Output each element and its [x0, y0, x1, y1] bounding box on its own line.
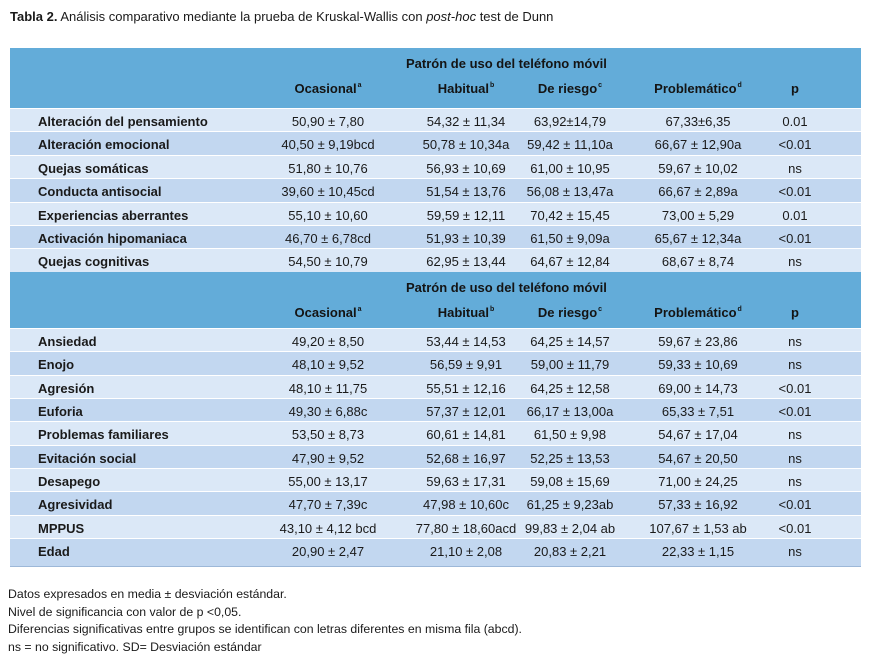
table-cell: 50,90 ± 7,80: [291, 114, 365, 129]
table-cell: 52,68 ± 16,97: [426, 450, 506, 466]
table-cell: 61,00 ± 10,95: [530, 160, 610, 176]
table-cell: <0.01: [778, 520, 812, 536]
table-cell: 47,98 ± 10,60c: [423, 497, 509, 513]
table-row: [10, 492, 861, 514]
column-header-superscript: b: [490, 82, 495, 89]
column-header-label: De riesgo: [537, 81, 598, 96]
table-cell: 20,83 ± 2,21: [533, 544, 607, 560]
table-cell: 55,10 ± 10,60: [288, 207, 368, 223]
comparison-table: [10, 48, 861, 567]
table-cell: 64,25 ± 12,58: [530, 380, 610, 396]
row-label: MPPUS: [38, 520, 85, 536]
table-cell: ns: [788, 254, 802, 270]
table-cell: 66,67 ± 12,90a: [654, 137, 742, 153]
row-label: Desapego: [38, 474, 101, 490]
table-cell: 51,80 ± 10,76: [288, 160, 368, 176]
table-cell: 54,32 ± 11,34: [426, 114, 506, 129]
row-label: Alteración del pensamiento: [38, 114, 208, 129]
row-label: Ansiedad: [38, 333, 97, 349]
table-cell: 54,67 ± 20,50: [658, 450, 738, 466]
group-header: Patrón de uso del teléfono móvil: [406, 279, 607, 295]
table-section-1: [10, 48, 861, 272]
row-label: Problemas familiares: [38, 427, 169, 443]
table-cell: 59,59 ± 12,11: [426, 207, 506, 223]
table-cell: 56,59 ± 9,91: [429, 357, 503, 373]
table-row: [10, 516, 861, 538]
column-header-label: De riesgo: [537, 304, 598, 320]
table-cell: 47,90 ± 9,52: [291, 450, 365, 466]
table-cell: 73,00 ± 5,29: [661, 207, 735, 223]
column-header: [438, 305, 495, 320]
table-cell: 59,63 ± 17,31: [426, 474, 506, 490]
table-cell: 59,08 ± 15,69: [530, 474, 610, 490]
table-cell: 46,70 ± 6,78cd: [285, 230, 371, 246]
table-cell: 61,50 ± 9,98: [533, 427, 607, 443]
table-cell: 39,60 ± 10,45cd: [281, 184, 375, 200]
table-cell: 65,33 ± 7,51: [661, 403, 735, 419]
table-cell: 55,51 ± 12,16: [426, 380, 506, 396]
table-cell: 62,95 ± 13,44: [426, 254, 506, 270]
table-row: [10, 179, 861, 201]
column-header: [538, 81, 602, 96]
row-label: Conducta antisocial: [38, 184, 162, 200]
table-cell: 53,44 ± 14,53: [426, 333, 506, 349]
table-cell: 54,67 ± 17,04: [658, 427, 738, 443]
column-header-superscript: a: [357, 82, 362, 89]
table-row: [10, 226, 861, 248]
table-cell: 48,10 ± 9,52: [291, 357, 365, 373]
row-label: Quejas somáticas: [38, 160, 149, 176]
table-cell: 47,70 ± 7,39c: [288, 497, 368, 513]
table-cell: 53,50 ± 8,73: [291, 427, 365, 443]
row-label: Enojo: [38, 357, 75, 373]
table-row: [10, 109, 861, 131]
table-cell: 43,10 ± 4,12 bcd: [279, 520, 377, 536]
caption-italic: post-hoc: [426, 9, 477, 24]
table-cell: 61,50 ± 9,09a: [530, 230, 610, 246]
table-cell: 68,67 ± 8,74: [661, 254, 735, 270]
table-cell: 22,33 ± 1,15: [661, 544, 735, 560]
group-header: Patrón de uso del teléfono móvil: [406, 56, 607, 71]
row-label: Euforia: [38, 403, 83, 419]
table-cell: 56,08 ± 13,47a: [526, 184, 614, 200]
column-header: [791, 305, 799, 320]
column-header-superscript: d: [737, 82, 742, 89]
table-row: [10, 249, 861, 271]
column-header-label: Habitual: [437, 81, 490, 96]
table-cell: 67,33±6,35: [665, 114, 731, 129]
row-label: Edad: [38, 544, 70, 560]
table-cell: <0.01: [778, 137, 812, 153]
table-cell: 64,67 ± 12,84: [530, 254, 610, 270]
table-cell: 0.01: [782, 207, 808, 223]
table-cell: 61,25 ± 9,23ab: [526, 497, 614, 513]
column-header: [654, 81, 742, 96]
table-cell: 63,92±14,79: [533, 114, 607, 129]
table-bottom-border: [10, 562, 861, 567]
table-cell: 107,67 ± 1,53 ab: [649, 520, 747, 536]
table-cell: ns: [788, 474, 802, 490]
table-cell: 57,37 ± 12,01: [426, 403, 506, 419]
table-row: [10, 352, 861, 374]
table-cell: 52,25 ± 13,53: [530, 450, 610, 466]
table-cell: 59,33 ± 10,69: [658, 357, 738, 373]
table-cell: 66,67 ± 2,89a: [658, 184, 738, 200]
row-label: Agresividad: [38, 497, 113, 513]
table-cell: 60,61 ± 14,81: [426, 427, 506, 443]
table-cell: 20,90 ± 2,47: [291, 544, 365, 560]
caption-prefix: Tabla 2.: [10, 9, 58, 24]
table-cell: 55,00 ± 13,17: [288, 474, 368, 490]
table-cell: 49,20 ± 8,50: [291, 333, 365, 349]
column-header: [791, 81, 799, 96]
table-cell: <0.01: [778, 497, 812, 513]
table-cell: 65,67 ± 12,34a: [654, 230, 742, 246]
table-cell: 50,78 ± 10,34a: [422, 137, 510, 153]
row-label: Evitación social: [38, 450, 137, 466]
table-cell: 64,25 ± 14,57: [530, 333, 610, 349]
table-caption: [10, 9, 553, 24]
table-row: [10, 399, 861, 421]
column-header-label: p: [791, 304, 799, 320]
caption-text-after: test de Dunn: [476, 9, 554, 24]
table-row: [10, 422, 861, 444]
note-line: Nivel de significancia con valor de p <0,05.: [8, 604, 242, 619]
table-cell: 59,00 ± 11,79: [530, 357, 610, 373]
caption-text-before: Análisis comparativo mediante la prueba de Kruskal-Wallis con: [57, 9, 427, 24]
table-cell: 59,67 ± 23,86: [658, 333, 738, 349]
table-cell: ns: [788, 427, 802, 443]
table-cell: 40,50 ± 9,19bcd: [281, 137, 375, 153]
table-cell: 99,83 ± 2,04 ab: [524, 520, 616, 536]
column-header-superscript: b: [490, 305, 495, 313]
column-header: [294, 305, 361, 320]
table-cell: <0.01: [778, 403, 812, 419]
table-cell: 66,17 ± 13,00a: [526, 403, 614, 419]
table-notes: [8, 586, 522, 656]
table-row: [10, 329, 861, 351]
table-cell: 21,10 ± 2,08: [429, 544, 503, 560]
column-header-label: p: [791, 81, 799, 96]
table-row: [10, 203, 861, 225]
table-row: [10, 376, 861, 398]
table-cell: 48,10 ± 11,75: [288, 380, 368, 396]
note-line: ns = no significativo. SD= Desviación estándar: [8, 639, 262, 654]
table-cell: 70,42 ± 15,45: [530, 207, 610, 223]
column-header: [538, 305, 602, 320]
table-row: [10, 446, 861, 468]
table-cell: 51,93 ± 10,39: [426, 230, 506, 246]
column-header-superscript: d: [737, 305, 742, 313]
table-cell: 49,30 ± 6,88c: [288, 403, 368, 419]
table-row: [10, 539, 861, 561]
column-header-label: Problemático: [654, 304, 737, 320]
column-header-label: Ocasional: [294, 81, 357, 96]
column-header: [654, 305, 742, 320]
table-cell: <0.01: [778, 380, 812, 396]
table-cell: 59,67 ± 10,02: [658, 160, 738, 176]
column-header-superscript: c: [598, 305, 603, 313]
row-label: Alteración emocional: [38, 137, 170, 153]
table-header: [10, 272, 861, 328]
table-row: [10, 132, 861, 154]
column-header-label: Habitual: [437, 304, 490, 320]
row-label: Activación hipomaniaca: [38, 230, 187, 246]
table-section-2: [10, 272, 861, 562]
column-header: [438, 81, 495, 96]
table-cell: 56,93 ± 10,69: [426, 160, 506, 176]
column-header-label: Problemático: [654, 81, 737, 96]
table-header: [10, 48, 861, 108]
table-cell: ns: [788, 160, 802, 176]
table-row: [10, 156, 861, 178]
row-label: Agresión: [38, 380, 95, 396]
table-cell: 0.01: [782, 114, 808, 129]
table-cell: ns: [788, 357, 802, 373]
table-cell: ns: [788, 333, 802, 349]
column-header-superscript: a: [357, 305, 362, 313]
table-cell: ns: [788, 544, 802, 560]
table-cell: 71,00 ± 24,25: [658, 474, 738, 490]
row-label: Quejas cognitivas: [38, 254, 150, 270]
table-cell: <0.01: [778, 230, 812, 246]
column-header-label: Ocasional: [294, 304, 357, 320]
table-cell: 69,00 ± 14,73: [658, 380, 738, 396]
table-cell: ns: [788, 450, 802, 466]
table-cell: 57,33 ± 16,92: [658, 497, 738, 513]
note-line: Datos expresados en media ± desviación estándar.: [8, 587, 287, 601]
row-label: Experiencias aberrantes: [38, 207, 189, 223]
table-cell: 54,50 ± 10,79: [288, 254, 368, 270]
note-line: Diferencias significativas entre grupos se identifican con letras diferentes en misma fila (abcd).: [8, 622, 522, 636]
column-header: [294, 81, 361, 96]
table-cell: <0.01: [778, 184, 812, 200]
table-row: [10, 469, 861, 491]
table-cell: 51,54 ± 13,76: [426, 184, 506, 200]
table-cell: 77,80 ± 18,60acd: [415, 520, 517, 536]
column-header-superscript: c: [598, 82, 603, 89]
table-cell: 59,42 ± 11,10a: [527, 137, 613, 153]
